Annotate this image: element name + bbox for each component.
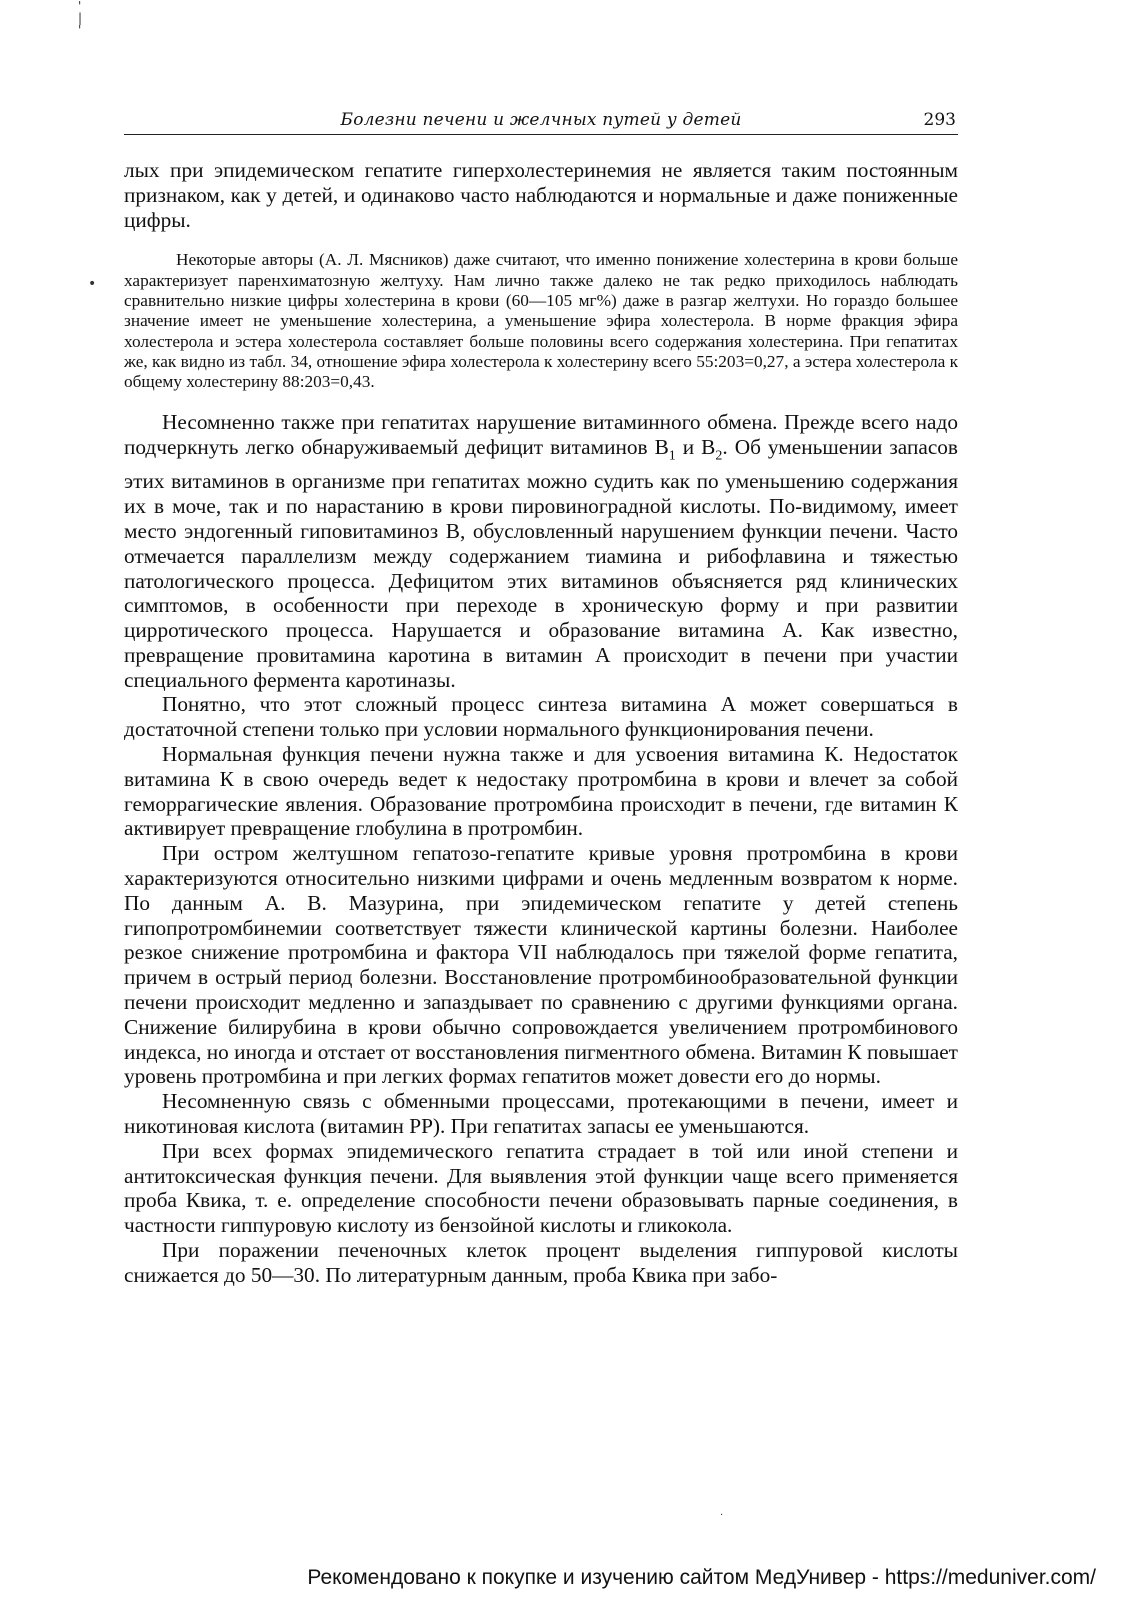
paragraph-vitamins-part-2: и B	[675, 435, 716, 460]
paragraph-vitamin-k: Нормальная функция печени нужна также и для усвоения витамина К. Недостаток витамина К в свою очередь ведет к недостаку протромбина в крови и влечет за собой геморрагические явления. Образование протромбина происходит в печени, где витамин К активирует превращение глобулина в протромбин.	[124, 742, 958, 841]
paragraph-continued: лых при эпидемическом гепатите гиперхолестеринемия не является таким постоянным признаком, как у детей, и одинаково часто наблюдаются и нормальные и даже пониженные цифры.	[124, 158, 958, 232]
scan-artifact-top	[78, 0, 82, 36]
paragraph-antitoxic-function: При всех формах эпидемического гепатита страдает в той или иной степени и антитоксическая функция печени. Для выявления этой функции чаще всего применяется проба Квика, т. е. определение способности печени образовывать парные соединения, в частности гиппуровую кислоту из бензойной кислоты и гликокола.	[124, 1138, 958, 1238]
footer-recommendation: Рекомендовано к покупке и изучению сайтом МедУнивер - https://meduniver.com/	[307, 1566, 1096, 1589]
subscript-1: 1	[668, 448, 676, 464]
scan-artifact-side: •	[88, 276, 97, 292]
running-header-title: Болезни печени и желчных путей у детей	[340, 110, 742, 130]
paragraph-hippuric-acid: При поражении печеночных клеток процент выделения гиппуровой кислоты снижается до 50—30. По литературным данным, проба Квика при забо-	[124, 1238, 958, 1287]
subscript-2: 2	[715, 448, 723, 464]
page-number: 293	[923, 110, 956, 130]
paragraph-vitamins-part-3: . Об уменьшении запасов этих витаминов в организме при гепатитах можно судить как по уменьшению содержания их в моче, так и по нарастанию в крови пировиноградной кислоты. По-видимому, имеет место эндогенный гиповитаминоз B, обусловленный нарушением функции печени. Часто отмечается параллелизм между содержанием тиамина и рибофлавина и тяжестью патологического процесса. Дефицитом этих витаминов объясняется ряд клинических симптомов, в особенности при переходе в хроническую форму и при развитии цирротического процесса. Нарушается и образование витамина А. Как известно, превращение провитамина каротина в витамин А происходит в печени при участии специального фермента каротиназы.	[124, 435, 958, 692]
paragraph-vitamins	[124, 410, 958, 692]
paragraph-vitamins-part-1: Несомненно также при гепатитах нарушение витаминного обмена. Прежде всего надо подчеркнуть легко обнаруживаемый дефицит витаминов B	[124, 410, 958, 460]
paragraph-vitamin-a: Понятно, что этот сложный процесс синтеза витамина А может совершаться в достаточной степени только при условии нормального функционирования печени.	[124, 692, 958, 742]
paragraph-nicotinic-acid: Несомненную связь с обменными процессами, протекающими в печени, имеет и никотиновая кислота (витамин РР). При гепатитах запасы ее уменьшаются.	[124, 1089, 958, 1139]
paragraph-small-print-note: Некоторые авторы (А. Л. Мясников) даже считают, что именно понижение холестерина в крови больше характеризует паренхиматозную желтуху. Нам лично также далеко не так редко приходилось наблюдать сравнительно низкие цифры холестерина в крови (60—105 мг%) даже в разгар желтухи. Но гораздо большее значение имеет не уменьшение холестерина, а уменьшение эфира холестерола. В норме фракция эфира холестерола и эстера холестерола составляет больше половины всего содержания холестерина. При гепатитах же, как видно из табл. 34, отношение эфира холестерола к холестерину всего 55:203=0,27, а эстера холестерола к общему холестерину 88:203=0,43.	[124, 250, 958, 392]
body-text	[124, 158, 958, 1288]
running-header	[124, 108, 958, 135]
scan-artifact-top-text: ' | '	[78, 0, 83, 37]
paragraph-prothrombin: При остром желтушном гепатозо-гепатите кривые уровня протромбина в крови характеризуются относительно низкими цифрами и очень медленным возвратом к норме. По данным А. В. Мазурина, при эпидемическом гепатите у детей степень гипопротромбинемии соответствует тяжести клинической картины болезни. Наиболее резкое снижение протромбина и фактора VII наблюдалось при тяжелой форме гепатита, причем в острый период болезни. Восстановление протромбинообразовательной функции печени происходит медленно и запаздывает по сравнению с другими функциями органа. Снижение билирубина в крови обычно сопровождается увеличением протромбинового индекса, но иногда и отстает от восстановления пигментного обмена. Витамин К повышает уровень протромбина и при легких формах гепатитов может довести его до нормы.	[124, 841, 958, 1089]
scan-artifact-bottom: ·	[720, 1510, 724, 1521]
